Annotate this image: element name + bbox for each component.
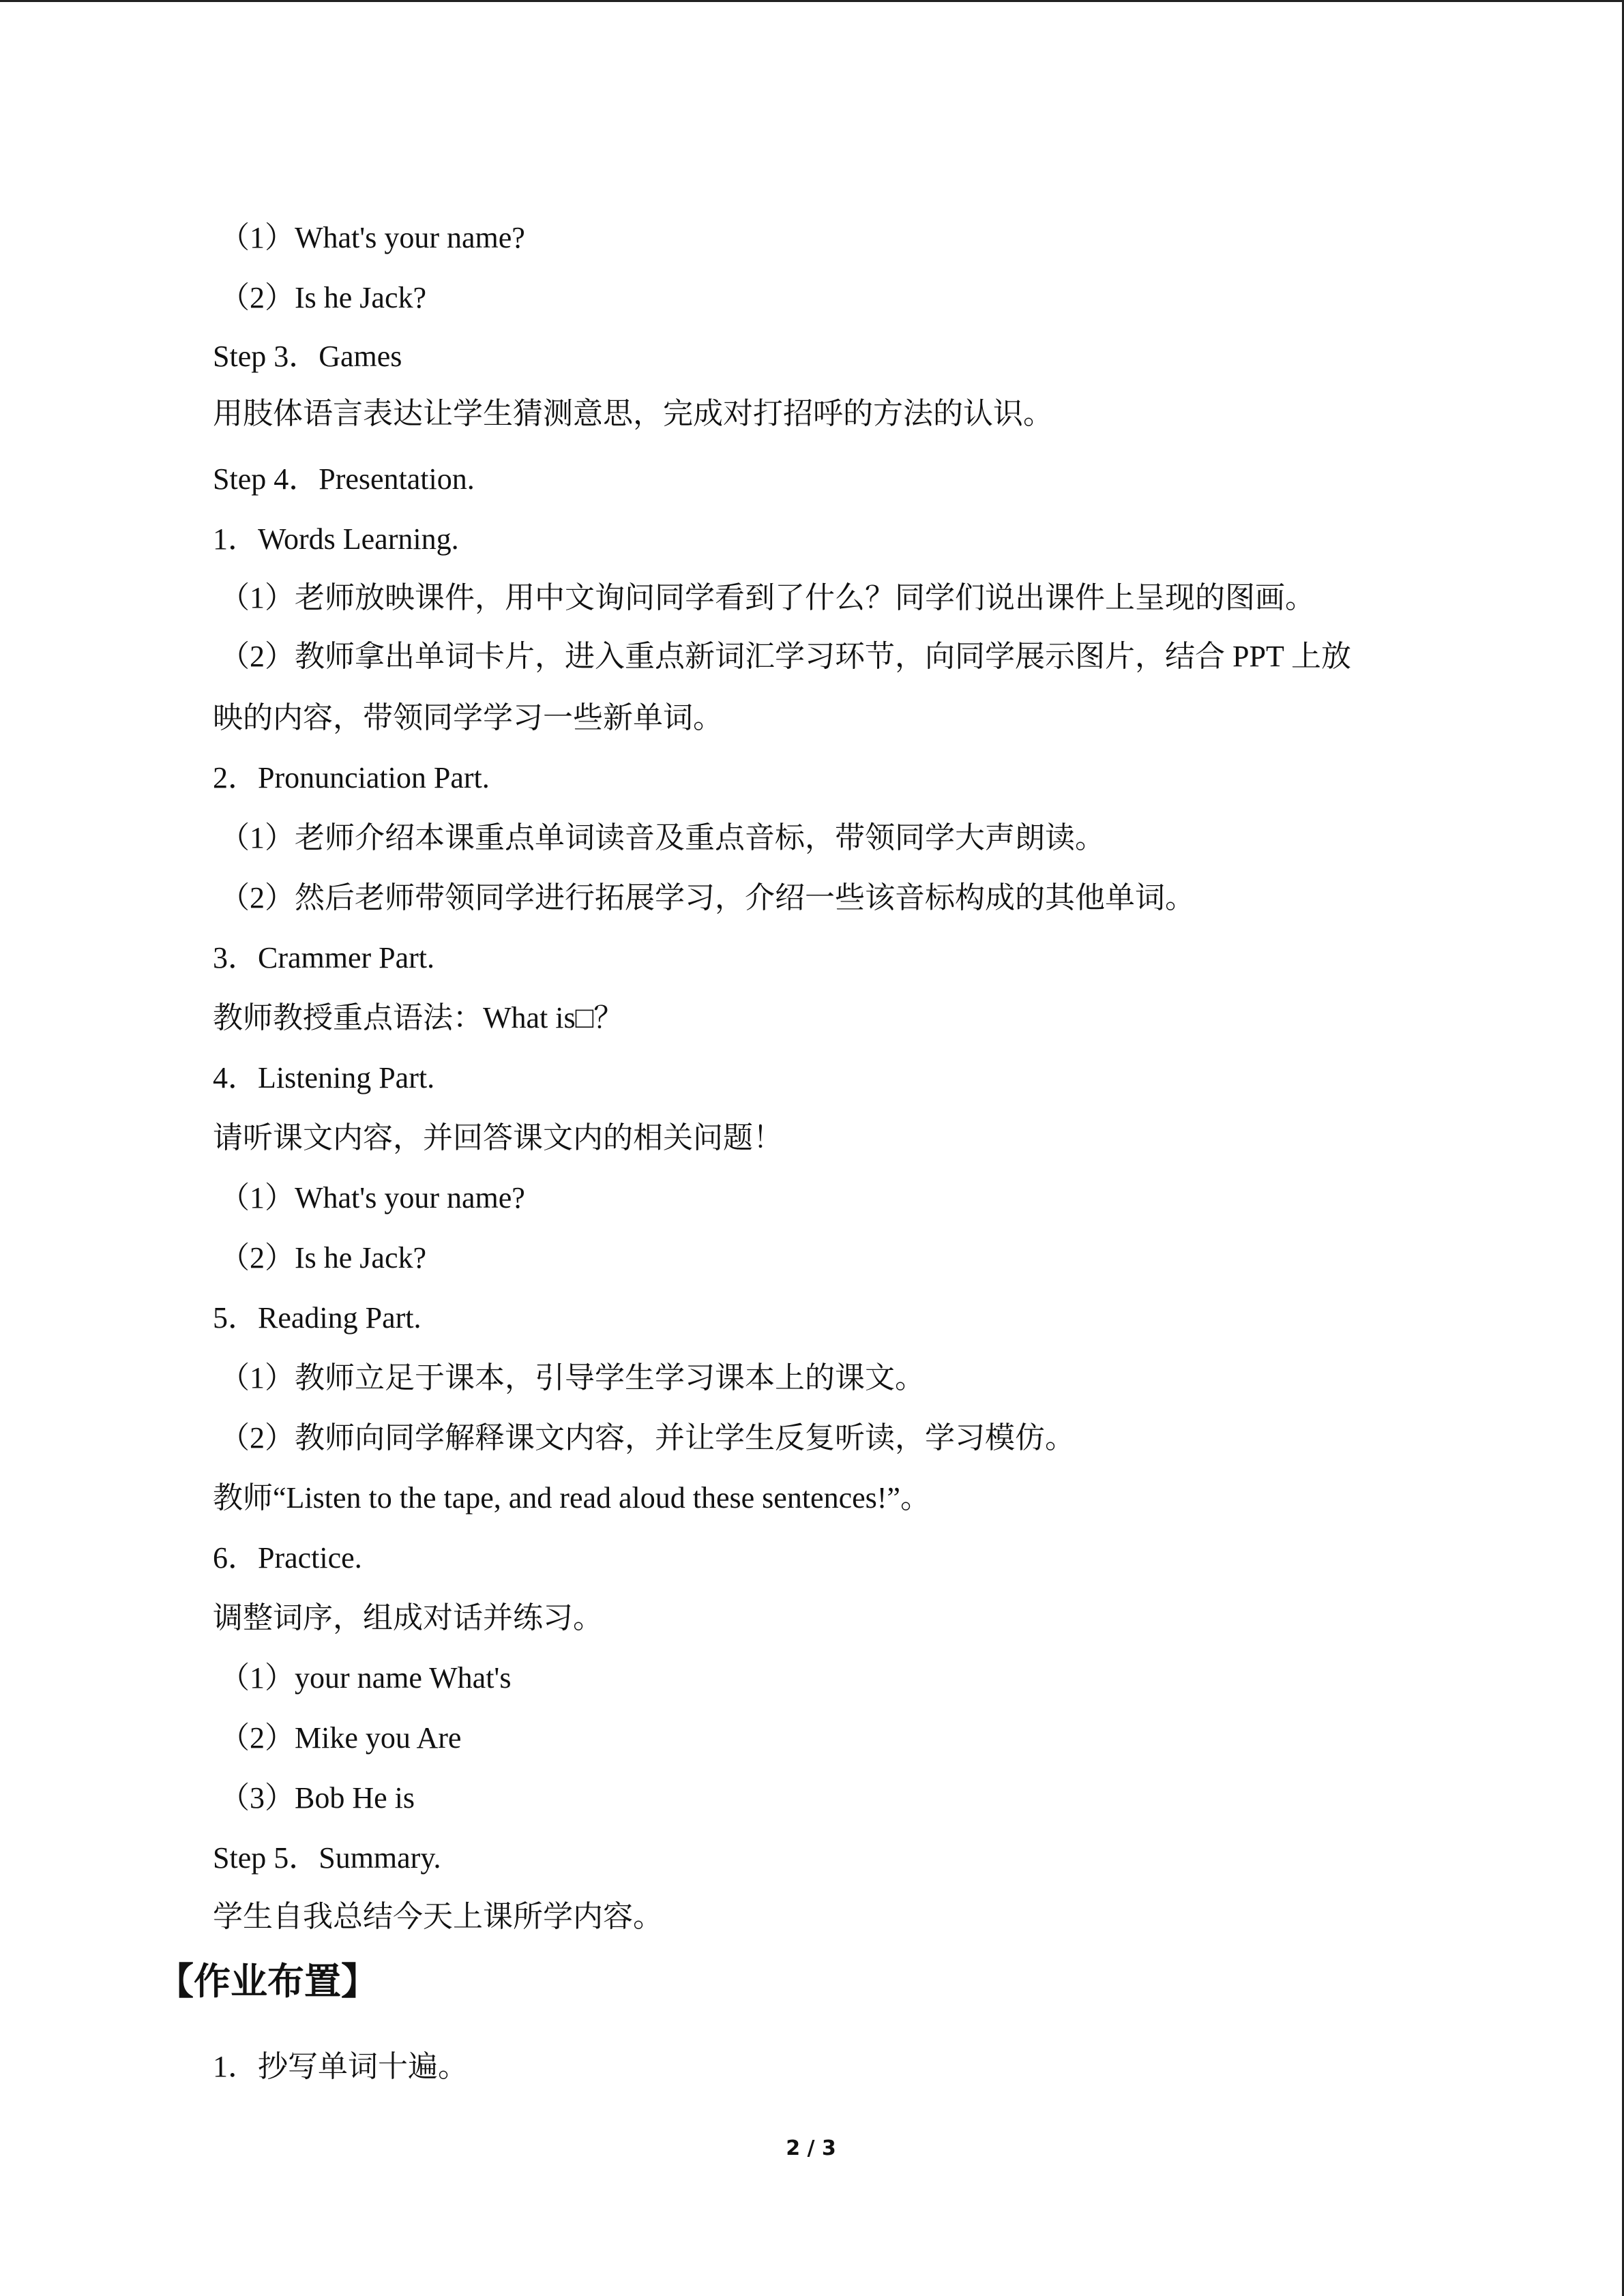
text-line: 5．Reading Part.	[213, 1301, 422, 1335]
text-line: （2）然后老师带领同学进行拓展学习，介绍一些该音标构成的其他单词。	[220, 881, 1195, 914]
text-line: （1）教师立足于课本，引导学生学习课本上的课文。	[220, 1361, 925, 1395]
text-line: （2）Mike you Are	[220, 1721, 462, 1755]
text-line: 学生自我总结今天上课所学内容。	[213, 1900, 663, 1933]
text-line: Step 3．Games	[213, 340, 402, 373]
text-line: （1）What's your name?	[220, 1181, 525, 1214]
text-line: 6．Practice.	[213, 1541, 362, 1575]
text-line: 4．Listening Part.	[213, 1061, 435, 1094]
homework-item: 1．抄写单词十遍。	[213, 2050, 468, 2083]
text-line: 映的内容，带领同学学习一些新单词。	[213, 701, 723, 734]
text-line: （2）Is he Jack?	[220, 281, 427, 314]
text-line: 用肢体语言表达让学生猜测意思，完成对打招呼的方法的认识。	[213, 397, 1053, 430]
text-line: （1）老师放映课件，用中文询问同学看到了什么？同学们说出课件上呈现的图画。	[220, 581, 1315, 614]
text-line: （3）Bob He is	[220, 1781, 415, 1815]
section-heading: 【作业布置】	[157, 1960, 378, 2003]
text-line: （2）Is he Jack?	[220, 1241, 427, 1274]
text-line: 调整词序，组成对话并练习。	[213, 1601, 603, 1635]
text-line: （1）What's your name?	[220, 221, 525, 254]
text-line: Step 5．Summary.	[213, 1841, 441, 1875]
text-line: Step 4．Presentation.	[213, 462, 475, 496]
text-line: （1）your name What's	[220, 1661, 512, 1695]
text-line: 教师教授重点语法：What is□？	[213, 1001, 624, 1034]
text-line: 请听课文内容，并回答课文内的相关问题！	[213, 1121, 783, 1154]
text-line: 2．Pronunciation Part.	[213, 761, 490, 794]
text-line: 教师“Listen to the tape, and read aloud these sentences!”。	[213, 1481, 930, 1515]
page-number: 2 / 3	[786, 2136, 836, 2160]
text-line: （1）老师介绍本课重点单词读音及重点音标，带领同学大声朗读。	[220, 821, 1105, 854]
text-line: 1．Words Learning.	[213, 522, 459, 556]
text-line: （2）教师拿出单词卡片，进入重点新词汇学习环节，向同学展示图片，结合 PPT 上放	[220, 640, 1352, 673]
text-line: 3．Crammer Part.	[213, 941, 435, 974]
text-line: （2）教师向同学解释课文内容，并让学生反复听读，学习模仿。	[220, 1421, 1075, 1455]
body-text	[0, 2, 1622, 2296]
